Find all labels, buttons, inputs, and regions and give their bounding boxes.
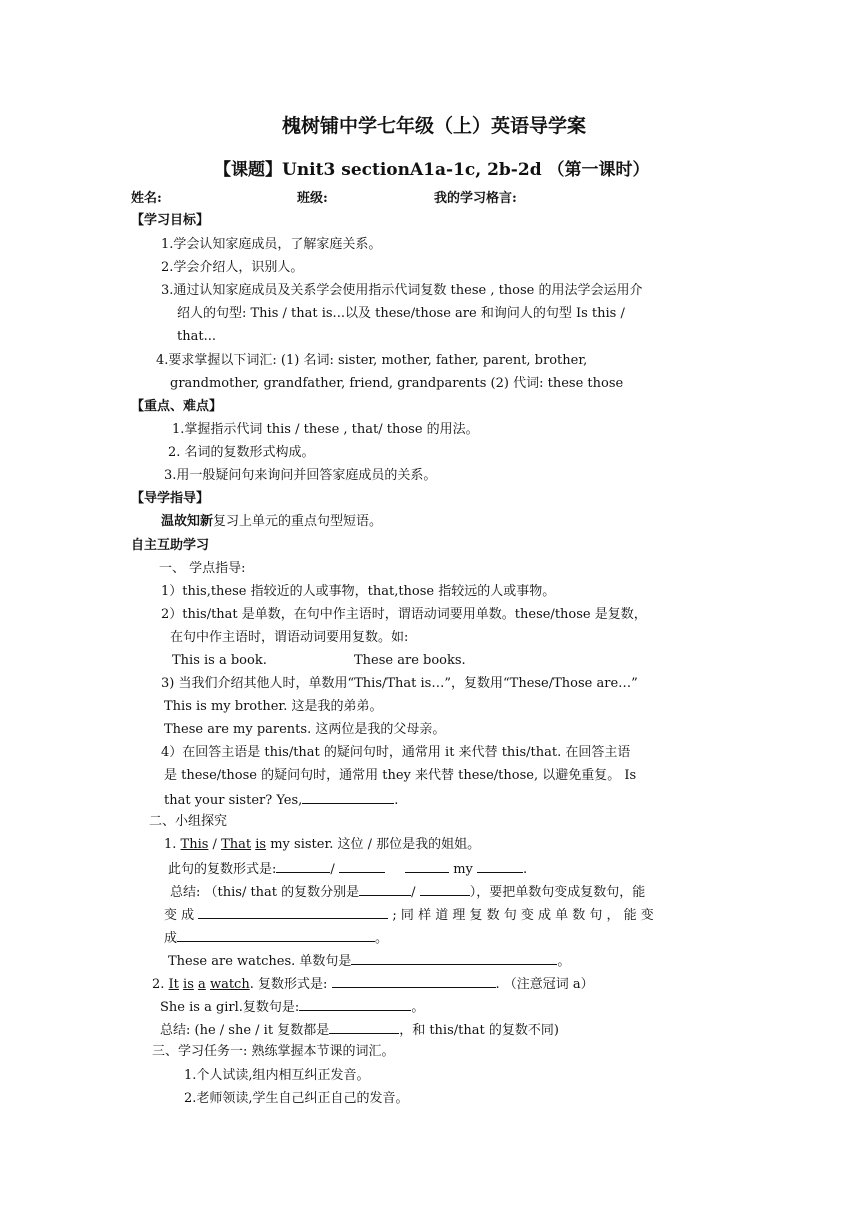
q2-word-it: It bbox=[168, 977, 179, 992]
summary-1-line-2 bbox=[164, 905, 654, 924]
summary-blank-2[interactable] bbox=[420, 882, 470, 896]
q2-rest: . 复数形式是: bbox=[249, 977, 328, 992]
example-parents: These are my parents. 这两位是我的父母亲。 bbox=[164, 722, 446, 737]
girl-plural-blank[interactable] bbox=[299, 997, 411, 1011]
task-step-1: 1.个人试读,组内相互纠正发音。 bbox=[184, 1068, 370, 1083]
example-watches-line bbox=[168, 951, 570, 970]
question-2-line bbox=[152, 974, 594, 993]
self-study-heading: 自主互助学习 bbox=[131, 538, 210, 553]
review-bold: 温故知新 bbox=[161, 514, 214, 529]
page-title: 槐树铺中学七年级（上）英语导学案 bbox=[282, 115, 587, 137]
q1-slash: / bbox=[208, 837, 222, 852]
q2-end: . （注意冠词 a） bbox=[495, 977, 594, 992]
summary-1-slash: / bbox=[411, 885, 416, 900]
guide-heading: 【导学指导】 bbox=[131, 491, 210, 506]
goal-3-line-1: 3.通过认知家庭成员及关系学会使用指示代词复数 these , those 的用法学会运用介 bbox=[161, 283, 643, 298]
q2-number: 2. bbox=[152, 977, 165, 992]
key-point-2: 2. 名词的复数形式构成。 bbox=[168, 445, 315, 460]
point-4-line-3 bbox=[164, 790, 398, 809]
question-1-line bbox=[164, 836, 480, 853]
q1-word-is: is bbox=[255, 837, 267, 852]
section-1-heading: 一、 学点指导: bbox=[159, 561, 246, 576]
name-label: 姓名: bbox=[131, 191, 162, 206]
singular-blank[interactable] bbox=[351, 951, 557, 965]
summary-2-line bbox=[160, 1020, 559, 1039]
key-heading: 【重点、难点】 bbox=[131, 399, 223, 414]
summary-1-end: 。 bbox=[375, 931, 389, 946]
class-label: 班级: bbox=[297, 191, 328, 206]
point-4-period: . bbox=[394, 793, 399, 808]
q1-plural-line bbox=[168, 859, 527, 878]
goal-1: 1.学会认知家庭成员，了解家庭关系。 bbox=[161, 237, 382, 252]
answer-blank[interactable] bbox=[302, 790, 394, 804]
summary-2-label: 总结: (he / she / it 复数都是 bbox=[160, 1023, 330, 1038]
example-book: This is a book. bbox=[172, 653, 267, 668]
goal-3-line-2: 绍人的句型: This / that is...以及 these/those are 和询问人的句型 Is this / bbox=[177, 306, 625, 321]
example-girl-line bbox=[160, 997, 424, 1016]
review-rest: 复习上单元的重点句型短语。 bbox=[213, 514, 383, 529]
q1-plural-period: . bbox=[523, 862, 528, 877]
summary-blank-4[interactable] bbox=[177, 928, 375, 942]
goal-2: 2.学会介绍人，识别人。 bbox=[161, 260, 304, 275]
q2-word-watch: watch bbox=[209, 977, 250, 992]
plural-blank-1[interactable] bbox=[276, 859, 330, 873]
example-books: These are books. bbox=[354, 653, 466, 668]
q1-word-that: That bbox=[221, 837, 252, 852]
summary-blank-1[interactable] bbox=[359, 882, 411, 896]
summary-1-into: 成 bbox=[164, 931, 178, 946]
q1-rest: my sister. 这位 / 那位是我的姐姐。 bbox=[266, 837, 481, 852]
q2-plural-blank[interactable] bbox=[332, 974, 496, 988]
q2-word-a: a bbox=[198, 977, 206, 992]
summary-2-blank[interactable] bbox=[329, 1020, 399, 1034]
plural-blank-2[interactable] bbox=[339, 859, 385, 873]
point-4-question: that your sister? Yes, bbox=[164, 793, 303, 808]
point-1: 1）this,these 指较近的人或事物，that,those 指较远的人或事物。 bbox=[161, 584, 556, 599]
plural-blank-3[interactable] bbox=[405, 859, 449, 873]
point-3: 3) 当我们介绍其他人时，单数用“This/That is…”，复数用“These/Those are…” bbox=[161, 676, 638, 691]
lesson-subtitle: 【课题】Unit3 sectionA1a-1c, 2b-2d （第一课时） bbox=[214, 160, 650, 180]
summary-1-line-1 bbox=[170, 882, 730, 901]
summary-1-rest: ），要把单数句变成复数句，能 bbox=[469, 885, 646, 900]
q1-plural-label: 此句的复数形式是: bbox=[168, 862, 277, 877]
key-point-1: 1.掌握指示代词 this / these , that/ those 的用法。 bbox=[172, 422, 479, 437]
summary-blank-3[interactable] bbox=[198, 905, 388, 919]
review-line bbox=[161, 513, 382, 530]
example-girl: She is a girl.复数句是: bbox=[160, 1000, 300, 1015]
q1-plural-slash: / bbox=[330, 862, 335, 877]
example-girl-end: 。 bbox=[411, 1000, 425, 1015]
q1-number: 1. bbox=[164, 837, 177, 852]
example-brother: This is my brother. 这是我的弟弟。 bbox=[164, 699, 383, 714]
point-4-line-2: 是 these/those 的疑问句时，通常用 they 来代替 these/those, 以避免重复。 Is bbox=[164, 768, 637, 783]
section-2-heading: 二、小组探究 bbox=[149, 814, 228, 829]
point-2-line-1: 2）this/that 是单数，在句中作主语时，谓语动词要用单数。these/those 是复数， bbox=[161, 607, 647, 622]
task-step-2: 2.老师领读,学生自己纠正自己的发音。 bbox=[184, 1091, 409, 1106]
goal-3-line-3: that... bbox=[177, 329, 216, 344]
goal-4-line-2: grandmother, grandfather, friend, grandparents (2) 代词: these those bbox=[170, 376, 624, 391]
motto-label: 我的学习格言: bbox=[434, 191, 517, 206]
summary-1-likewise: ; 同 样 道 理 复 数 句 变 成 单 数 句 ， 能 变 bbox=[392, 908, 654, 923]
q1-word-this: This bbox=[180, 837, 209, 852]
key-point-3: 3.用一般疑问句来询问并回答家庭成员的关系。 bbox=[164, 468, 437, 483]
q2-word-is: is bbox=[183, 977, 194, 992]
q1-plural-my: my bbox=[453, 862, 473, 877]
goal-4-line-1: 4.要求掌握以下词汇: (1) 名词: sister, mother, father, parent, brother, bbox=[156, 353, 588, 368]
example-watches-end: 。 bbox=[557, 954, 571, 969]
summary-1-line-3 bbox=[164, 928, 388, 947]
plural-blank-4[interactable] bbox=[477, 859, 523, 873]
summary-2-rest: ，和 this/that 的复数不同) bbox=[399, 1023, 559, 1038]
section-3-heading: 三、学习任务一: 熟练掌握本节课的词汇。 bbox=[152, 1044, 395, 1059]
summary-1-change: 变 成 bbox=[164, 908, 195, 923]
point-2-line-2: 在句中作主语时，谓语动词要用复数。如: bbox=[170, 630, 409, 645]
goals-heading: 【学习目标】 bbox=[131, 213, 210, 228]
point-4-line-1: 4）在回答主语是 this/that 的疑问句时，通常用 it 来代替 this/that. 在回答主语 bbox=[161, 745, 631, 760]
example-watches: These are watches. 单数句是 bbox=[168, 954, 352, 969]
summary-1-label: 总结: （this/ that 的复数分别是 bbox=[170, 885, 360, 900]
